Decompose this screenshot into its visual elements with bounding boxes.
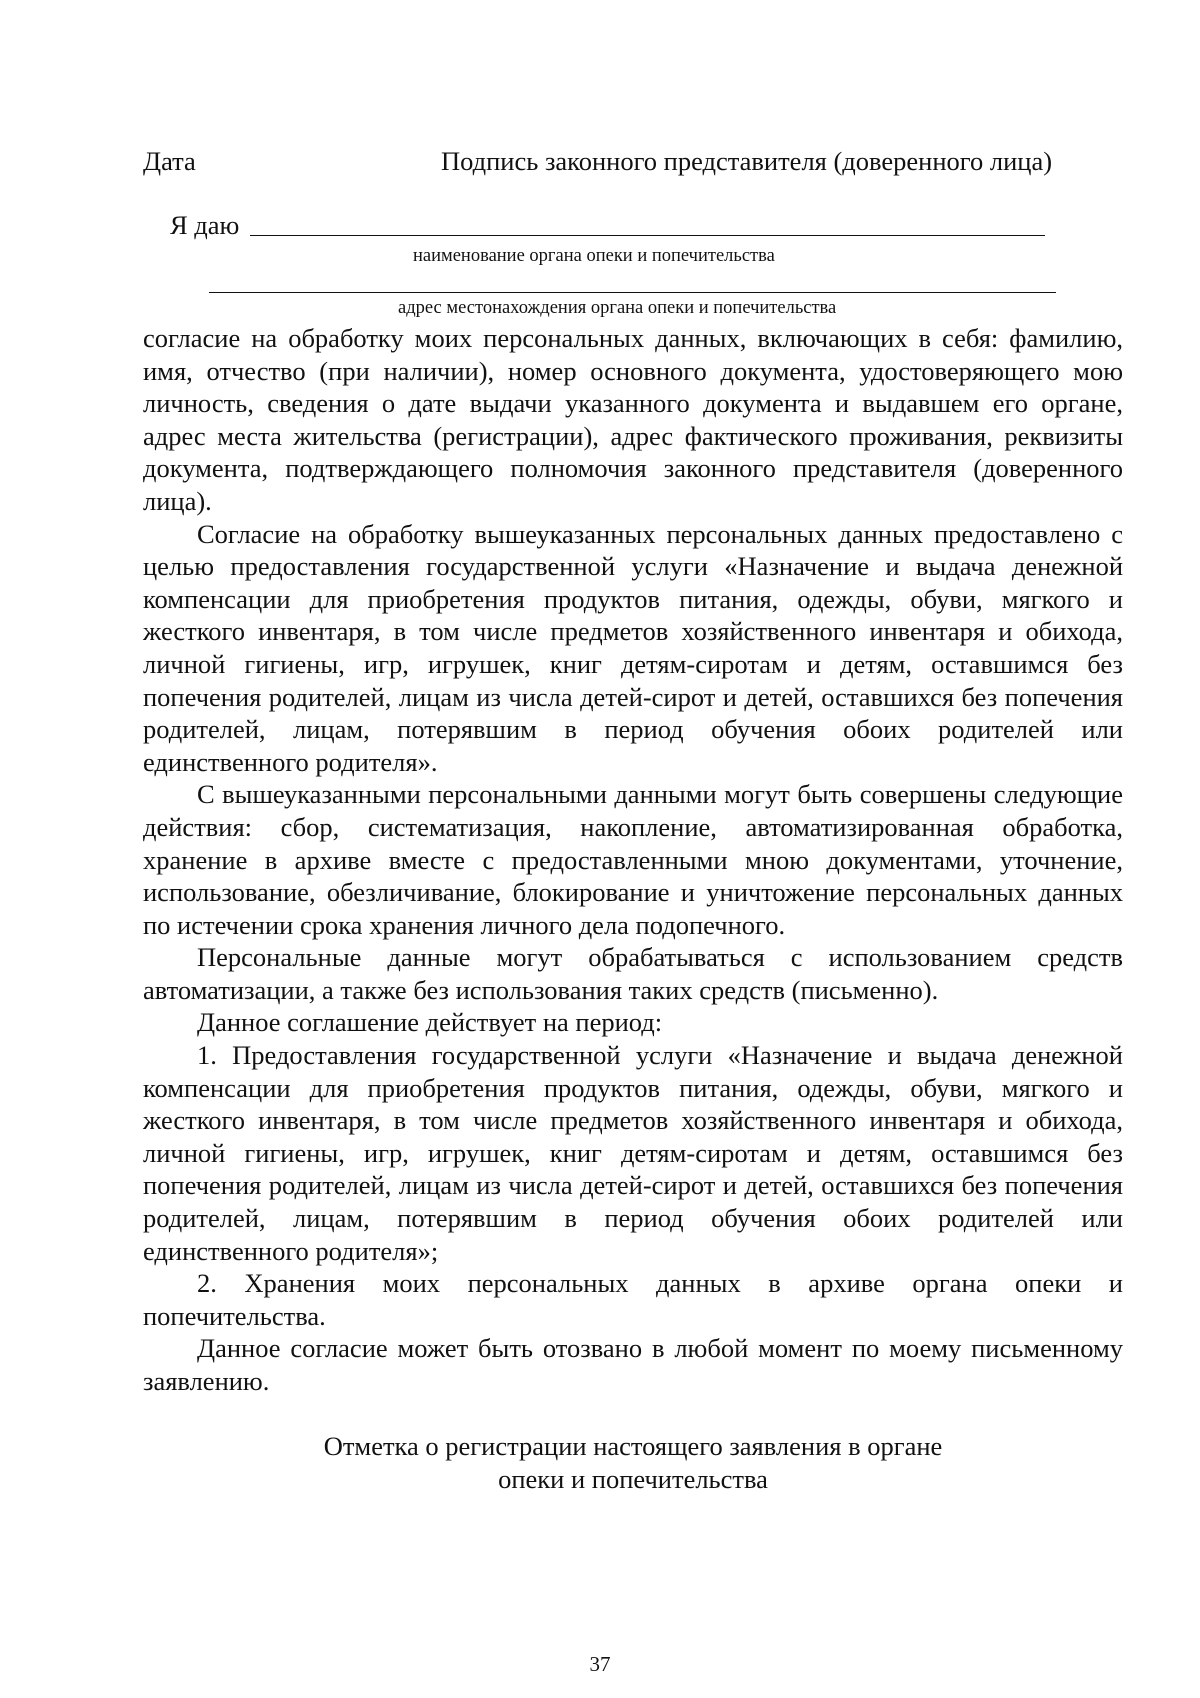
registration-note (143, 1430, 1123, 1495)
paragraph: 1. Предоставления государственной услуги «Назначение и выдача денежной компенсации для приобретения продуктов питания, одежды, обуви, мягкого и жесткого инвентаря, в том числе предметов хозяйственного инвентаря и обихода, личной гигиены, игр, игрушек, книг детям-сиротам и детям, оставшимся без попечения родителей, лицам из числа детей-сирот и детей, оставшихся без попечения родителей, лицам, потерявшим в период обучения обоих родителей или единственного родителя»; (143, 1040, 1123, 1266)
paragraph: Персональные данные могут обрабатываться с использованием средств автоматизации, а также без использования таких средств (письменно). (143, 942, 1123, 1005)
paragraph: согласие на обработку моих персональных данных, включающих в себя: фамилию, имя, отчество (при наличии), номер основного документа, удостоверяющего мою личность, сведения о дате выдачи указанного документа и выдавшем его органе, адрес места жительства (регистрации), адрес фактического проживания, реквизиты документа, подтверждающего полномочия законного представителя (доверенного лица). (143, 323, 1123, 516)
page-number: 37 (589, 1652, 611, 1676)
organ-address-caption: адрес местонахождения органа опеки и попечительства (398, 298, 837, 318)
consent-intro: Я даю (170, 210, 240, 240)
paragraph: 2. Хранения моих персональных данных в архиве органа опеки и попечительства. (143, 1268, 1123, 1331)
registration-note-line: Отметка о регистрации настоящего заявления в органе (323, 1431, 943, 1461)
registration-note-line: опеки и попечительства (498, 1463, 768, 1494)
signature-label: Подпись законного представителя (доверенного лица) (441, 146, 1053, 176)
paragraph: Данное соглашение действует на период: (197, 1007, 663, 1038)
paragraph: С вышеуказанными персональными данными могут быть совершены следующие действия: сбор, систематизация, накопление, автоматизированная обработка, хранение в архиве вместе с предоставленными мною документами, уточнение, использование, обезличивание, блокирование и уничтожение персональных данных по истечении срока хранения личного дела подопечного. (143, 779, 1123, 940)
signature-header (143, 146, 1123, 182)
organ-address-fill-line (209, 264, 1056, 293)
consent-body (143, 322, 1123, 1398)
organ-name-caption: наименование органа опеки и попечительства (413, 246, 775, 266)
paragraph: Согласие на обработку вышеуказанных персональных данных предоставлено с целью предоставления государственной услуги «Назначение и выдача денежной компенсации для приобретения продуктов питания, одежды, обуви, мягкого и жесткого инвентаря, в том числе предметов хозяйственного инвентаря и обихода, личной гигиены, игр, игрушек, книг детям-сиротам и детям, оставшимся без попечения родителей, лицам из числа детей-сирот и детей, оставшихся без попечения родителей, лицам, потерявшим в период обучения обоих родителей или единственного родителя». (143, 518, 1123, 777)
organ-name-fill-line (250, 207, 1045, 236)
paragraph: Данное согласие может быть отозвано в любой момент по моему письменному заявлению. (143, 1333, 1123, 1396)
date-label: Дата (143, 146, 196, 176)
